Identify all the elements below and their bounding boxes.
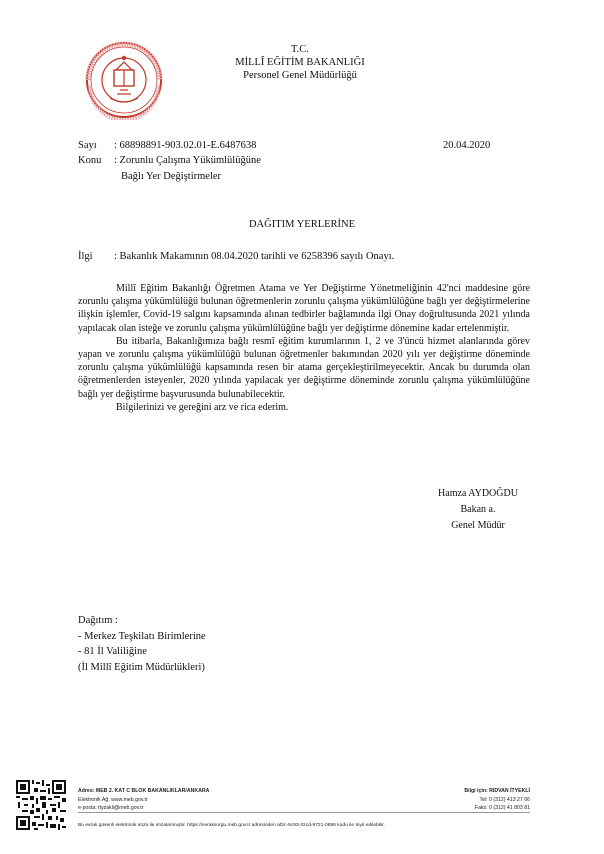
konu-value-line2: Bağlı Yer Değiştirmeler (121, 171, 222, 182)
document-date: 20.04.2020 (443, 140, 491, 151)
sayi-label: Sayı (78, 140, 97, 151)
letter-body (78, 282, 530, 414)
footer-contact: Bilgi için: RIDVAN İTYEKLİ (464, 788, 530, 794)
signer-title-1: Bakan a. (460, 504, 496, 515)
distribution-heading: DAĞITIM YERLERİNE (248, 219, 356, 230)
footer-left (78, 787, 209, 813)
konu-value-line1: : Zorunlu Çalışma Yükümlülüğüne (114, 155, 261, 166)
header-block (200, 43, 400, 82)
distribution-item: - 81 İl Valiliğine (78, 646, 147, 657)
signer-title-2: Genel Müdür (451, 520, 505, 531)
footer-verification: Bu evrak güvenli elektronik imza ile imzalanmıştır. https://evraksorgu.meb.gov.tr adresinden af2c-5c93-32cd-9721-0896 kodu ile teyit edilebilir. (78, 823, 385, 828)
footer-right (420, 787, 530, 813)
footer-fax: Faks: 0 (312) 41 803 81 (474, 805, 530, 811)
body-paragraph-3: Bilgilerinizi ve gereğini arz ve rica ederim. (116, 401, 289, 413)
footer-address: Adres: MEB 2. KAT C BLOK BAKANLIKLAR/ANKARA (78, 788, 210, 794)
distribution-list (78, 613, 206, 675)
header-tc: T.C. (291, 44, 309, 55)
footer-divider (78, 812, 530, 813)
body-paragraph-1: Millî Eğitim Bakanlığı Öğretmen Atama ve Yer Değiştirme Yönetmeliğinin 42'nci maddesine göre zorunlu çalışma yükümlülüğü bulunan öğretmenlerin zorunlu çalışma yükümlülüğüne bağlı yer değiştirmelerine ilişkin işlemler, Covid-19 salgını kapsamında alınan tedbirler bağlamında ilgi Onay doğrultusunda 2021 yılında yapılacak olan isteğe ve zorunlu çalışma yükümlülüğüne bağlı yer değiştirme dönemine kadar ertelenmiştir. (78, 283, 530, 334)
distribution-label: Dağıtım : (78, 615, 118, 626)
signature-block (408, 486, 548, 534)
ilgi-label: İlgi (78, 251, 93, 262)
ilgi-value: : Bakanlık Makamının 08.04.2020 tarihli ve 6258396 sayılı Onayı. (114, 251, 395, 262)
header-ministry: MİLLÎ EĞİTİM BAKANLIĞI (235, 57, 365, 68)
sayi-value: : 68898891-903.02.01-E.6487638 (114, 140, 257, 151)
footer-web: Elektronik Ağ: www.meb.gov.tr (78, 796, 148, 803)
body-paragraph-2: Bu itibarla, Bakanlığımıza bağlı resmî eğitim kurumlarının 1, 2 ve 3'üncü hizmet alanlarında görev yapan ve zorunlu çalışma yükümlülüğü bulunan öğretmenler bakımından 2020 yılı yer değiştirme döneminde zorunlu çalışma yükümlülüğü kapsamında resen bir atama gerçekleştirilmeyecektir. Ancak bu durumda olan öğretmenlerden isteyenler, 2020 yılında yapılacak yer değiştirme döneminde zorunlu çalışma yükümlülüğüne bağlı yer değiştirme başvurusunda bulunabilecektir. (78, 335, 530, 400)
distribution-item: (İl Millî Eğitim Müdürlükleri) (78, 661, 205, 673)
distribution-item: - Merkez Teşkilatı Birimlerine (78, 630, 206, 642)
signer-name: Hamza AYDOĞDU (438, 488, 518, 499)
meb-seal-logo (84, 40, 164, 120)
footer-email: e-posta: ttyzakli@meb.gov.tr (78, 805, 144, 811)
footer-tel: Tel: 0 (312) 413 27 66 (479, 796, 530, 803)
header-department: Personel Genel Müdürlüğü (243, 70, 357, 81)
qr-code-icon (16, 780, 66, 830)
konu-label: Konu (78, 155, 102, 166)
